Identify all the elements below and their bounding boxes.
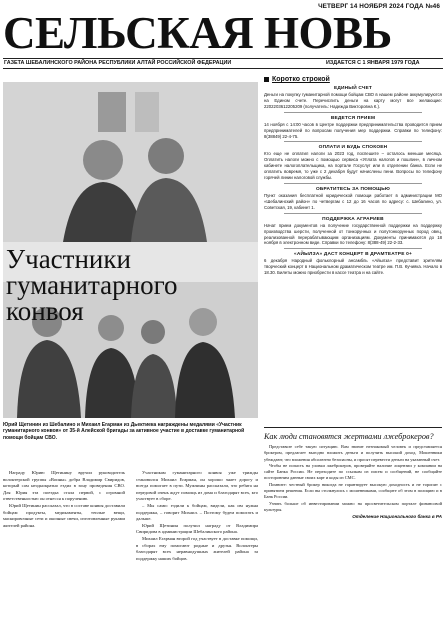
issue-date-line: ЧЕТВЕРГ 14 НОЯБРЯ 2024 ГОДА №46 [318,3,440,10]
brief-title: ВЕДЕТСЯ ПРИЕМ [330,115,376,121]
brief-text: Деньги на покупку гуманитарной помощи бойцам СВО в нашем районе аккумулируются на Едином счете. Перечислить деньги на карту могут все желающие: 2202203612205209 (получатель: Надежда Викторовна К.). [264,92,442,109]
article-paragraph: Участникам гуманитарного конвоя уже трижды становился Михаил Егарман, он хорошо знает дорогу и всегда помогает в пути. Мужчины рассказали, что ребята на передовой очень ждут помощь из дома и благодарят всех, кто участвует в сборе. [136,470,258,502]
article-paragraph: Помните: честный брокер никогда не гарантирует высокую доходность и не торопит с принятием решения. Если вы столкнулись с мошенниками, сообщите об этом в полицию и в Банк России. [264,481,442,500]
article-paragraph: Михаил Егарман второй год участвует в доставке помощи, в сборах ему помогают родные и друзья. Волонтеры благодарят всех неравнодушных жителей района за поддержку наших бойцов. [136,535,258,561]
newspaper-title: СЕЛЬСКАЯ НОВЬ [3,8,392,58]
briefs-kicker-label: Коротко строкой [272,76,330,83]
article-paragraph: Представьте себе такую ситуацию. Вам звонит незнакомый человек и представляется брокером, предлагает выгодно вложить деньги и получить высокий доход. Мошенники убеждают, что вложения абсолютно безопасны, и просят перевести деньги на указанный счет. [264,444,442,462]
headline-line-2: гуманитарного конвоя [6,270,178,326]
brief-divider [284,248,422,249]
fraud-article-title: Как люди становятся жертвами лжеброкеров? [264,432,434,441]
article-column-2 [136,470,258,628]
brief-title: ЕДИНЫЙ СЧЕТ [333,86,373,91]
brief-title: ОБРАТИТЕСЬ ЗА ПОМОЩЬЮ [315,186,391,192]
brief-text: 6 декабря Народный фольклорный ансамбль «Айылза» представит зрителям творческий концерт в Национальном драматическом театре им. П.В. Кучияка. Начало в 18.30. Билеты можно приобрести в кассе театра и на сайте. [264,258,442,276]
masthead-founded: ИЗДАЕТСЯ С 1 ЯНВАРЯ 1979 ГОДА [326,60,420,66]
masthead-rule-bottom [3,68,443,69]
masthead-subtitle: ГАЗЕТА ШЕБАЛИНСКОГО РАЙОНА РЕСПУБЛИКИ АЛТАЙ РОССИЙСКОЙ ФЕДЕРАЦИИ [4,60,232,66]
article-paragraph: – Мы сами: ездили к бойцам, видели, как им нужна поддержка, – говорит Михаил. – Поэтому будем помогать и дальше. [136,502,258,522]
brief-divider [284,183,422,184]
brief-divider [284,112,422,113]
article-paragraph: Узнать больше об инвестировании можно на просветительском портале финансовой культуры. [264,500,442,512]
article-paragraph: Юрий Щетинин рассказал, что в составе конвоя доставили бойцам продукты, медикаменты, теплые вещи, маскировочные сети и окопные свечи, изготовленные руками жителей района. [3,502,125,528]
brief-text: Пункт оказания бесплатной юридической помощи работает в администрации МО «Шебалинский район» по четвергам с 12 до 16 часов по адресу: с. Шебалино, ул. Советская, 19, кабинет 1. [264,192,442,210]
brief-divider [284,213,422,214]
brief-divider [284,141,422,142]
article-paragraph: Юрий Щетинин получил награду от Владимира Свиридова в администрации Шебалинского района. [136,522,258,535]
brief-title: «АЙЫЛЗА» ДАСТ КОНЦЕРТ В ДРАМТЕАТРЕ 0+ [293,252,413,258]
article-signature: Отделение Национального банка в РА [352,514,442,520]
main-headline [6,246,256,324]
article-column-1 [3,470,125,628]
briefs-column [264,76,442,276]
square-bullet-icon [264,77,269,82]
masthead-rule [3,58,443,59]
section-rule [264,427,442,428]
headline-line-1: Участники [6,244,131,274]
photo-caption: Юрий Щетинин из Шебалино и Михаил Егарман из Дьектиека награждены медалями «Участник гуманитарного конвоя» от 35-й Алейской бригады за активное участие в доставке гуманитарной помощи бойцам СВО. [3,422,245,441]
briefs-kicker [264,76,442,83]
article-paragraph: Награду Юрию Щетинину вручил руководитель волонтерской группы «Воины» добра Владимир Свиридов, который сам неоднократно ездил в зону проведения СВО. Для Юрия эта поездка стала первой, с огромной ответственностью он отнесся к поручению. [3,470,125,502]
brief-text: Начат прием документов на получение государственной поддержки на поддержку производства шерсти, полученной от тонкорунных и полутонкорунных пород овец, реализованной перерабатывающим организациям. Документы принимаются до 18 ноября в электронном виде. Справки по телефону: 8(388-49) 22-2-33. [264,222,442,246]
brief-text: Кто еще не оплатил налоги за 2023 год, поспешите – осталось меньше месяца. Оплатить налоги можно с помощью сервиса «Уплата налогов и пошлин», в личном кабинете налогоплательщика, на портале Госуслуг или в отделении банка. Если не оплатить вовремя, то уже с 2 декабря будут начислены пени. Вопросы по телефону горячей линии налоговой службы. [264,151,442,181]
brief-title: ОПЛАТИ И БУДЬ СПОКОЕН [318,145,388,151]
fraud-article [264,432,442,519]
brief-text: 14 ноября с 14:00 часов в Центре поддержки предпринимательства проводится прием предпринимателей по вопросам получения мер поддержки. Справки по телефону: 8(38849) 22-4-75. [264,121,442,139]
brief-title: ПОДДЕРЖКА АГРАРИЕВ [322,216,384,222]
article-paragraph: Чтобы не попасть на уловки лжеброкеров, проверяйте наличие лицензии у компании на сайте Банка России. Не переходите по ссылкам из писем и сообщений, не сообщайте посторонним данные своих карт и коды из СМС. [264,462,442,481]
